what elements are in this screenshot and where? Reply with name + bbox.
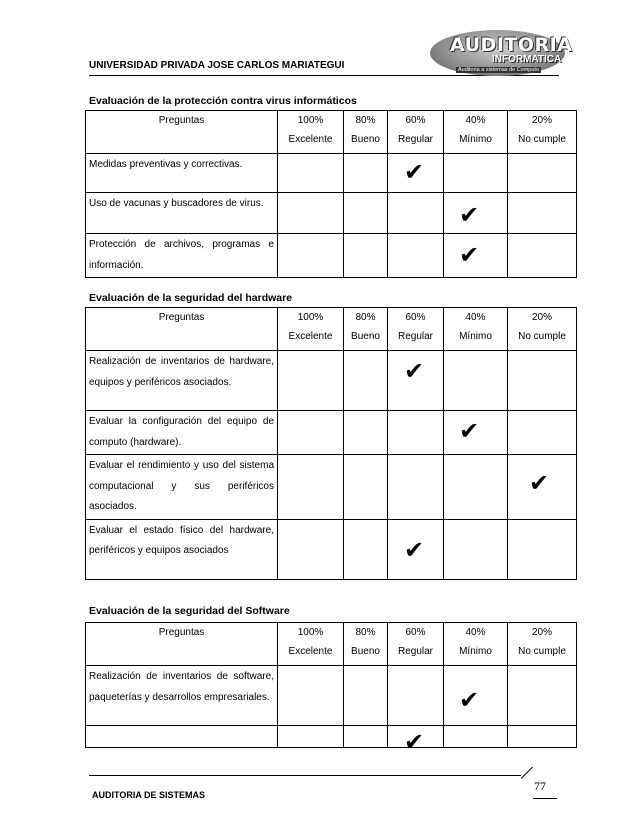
check-mark-icon: ✔	[404, 357, 425, 385]
table-row	[86, 154, 577, 193]
page-number: 77	[534, 779, 546, 793]
question-cell: Realización de inventarios de hardware, equipos y periféricos asociados.	[86, 351, 278, 411]
question-cell: Evaluar el estado físico del hardware, periféricos y equipos asociados	[86, 519, 278, 579]
table-row	[86, 726, 577, 748]
question-cell: Evaluar el rendimiento y uso del sistema computacional y sus periféricos asociados.	[86, 455, 278, 520]
col-header-preguntas: Preguntas	[86, 623, 278, 666]
col-header-80: 80% Bueno	[344, 111, 388, 154]
col-header-80: 80% Bueno	[344, 623, 388, 666]
col-header-20: 20% No cumple	[508, 308, 577, 351]
question-cell: Protección de archivos, programas e información.	[86, 234, 278, 278]
footer-text: AUDITORIA DE SISTEMAS	[92, 790, 206, 800]
question-cell: Uso de vacunas y buscadores de virus.	[86, 193, 278, 234]
check-mark-icon: ✔	[404, 158, 425, 186]
table-row	[86, 193, 577, 234]
question-cell: Realización de inventarios de software, paqueterías y desarrollos empresariales.	[86, 666, 278, 726]
footer-divider	[89, 775, 521, 776]
col-header-40: 40% Mínimo	[444, 111, 508, 154]
table-virus	[85, 110, 577, 278]
check-mark-icon: ✔	[459, 686, 480, 714]
col-header-60: 60% Regular	[388, 111, 444, 154]
logo-line-1: AUDITORIA	[450, 34, 573, 56]
logo-line-2: INFORMATICA	[492, 54, 562, 65]
logo-line-3: Auditoria a sistemas de Computo	[458, 67, 540, 73]
col-header-preguntas: Preguntas	[86, 111, 278, 154]
section-title-hardware: Evaluación de la seguridad del hardware	[89, 292, 293, 304]
page-number-underline	[533, 798, 557, 799]
table-row	[86, 455, 577, 520]
col-header-60: 60% Regular	[388, 623, 444, 666]
col-header-60: 60% Regular	[388, 308, 444, 351]
check-mark-icon: ✔	[459, 201, 480, 229]
col-header-80: 80% Bueno	[344, 308, 388, 351]
check-mark-icon: ✔	[404, 535, 425, 564]
col-header-preguntas: Preguntas	[86, 308, 278, 351]
table-software	[85, 622, 577, 756]
col-header-40: 40% Mínimo	[444, 308, 508, 351]
table-row	[86, 234, 577, 278]
check-mark-icon: ✔	[529, 469, 550, 497]
table-row	[86, 519, 577, 579]
check-mark-icon: ✔	[404, 728, 425, 756]
col-header-100: 100% Excelente	[278, 308, 344, 351]
table-header-row	[86, 111, 577, 154]
question-cell	[86, 726, 278, 748]
check-mark-icon: ✔	[459, 241, 480, 269]
table-row	[86, 666, 577, 726]
col-header-100: 100% Excelente	[278, 111, 344, 154]
check-mark-icon: ✔	[459, 417, 480, 445]
col-header-20: 20% No cumple	[508, 111, 577, 154]
table-header-row	[86, 308, 577, 351]
table-header-row	[86, 623, 577, 666]
university-name: UNIVERSIDAD PRIVADA JOSE CARLOS MARIATEGUI	[89, 60, 345, 71]
table-hardware	[85, 307, 577, 580]
section-title-software: Evaluación de la seguridad del Software	[89, 605, 290, 617]
col-header-40: 40% Mínimo	[444, 623, 508, 666]
footer-divider-corner	[521, 767, 533, 779]
table-row	[86, 411, 577, 455]
table-row	[86, 351, 577, 411]
question-cell: Evaluar la configuración del equipo de computo (hardware).	[86, 411, 278, 455]
col-header-20: 20% No cumple	[508, 623, 577, 666]
col-header-100: 100% Excelente	[278, 623, 344, 666]
auditoria-logo	[430, 30, 573, 76]
question-cell: Medidas preventivas y correctivas.	[86, 154, 278, 193]
section-title-virus: Evaluación de la protección contra virus informáticos	[89, 95, 357, 107]
